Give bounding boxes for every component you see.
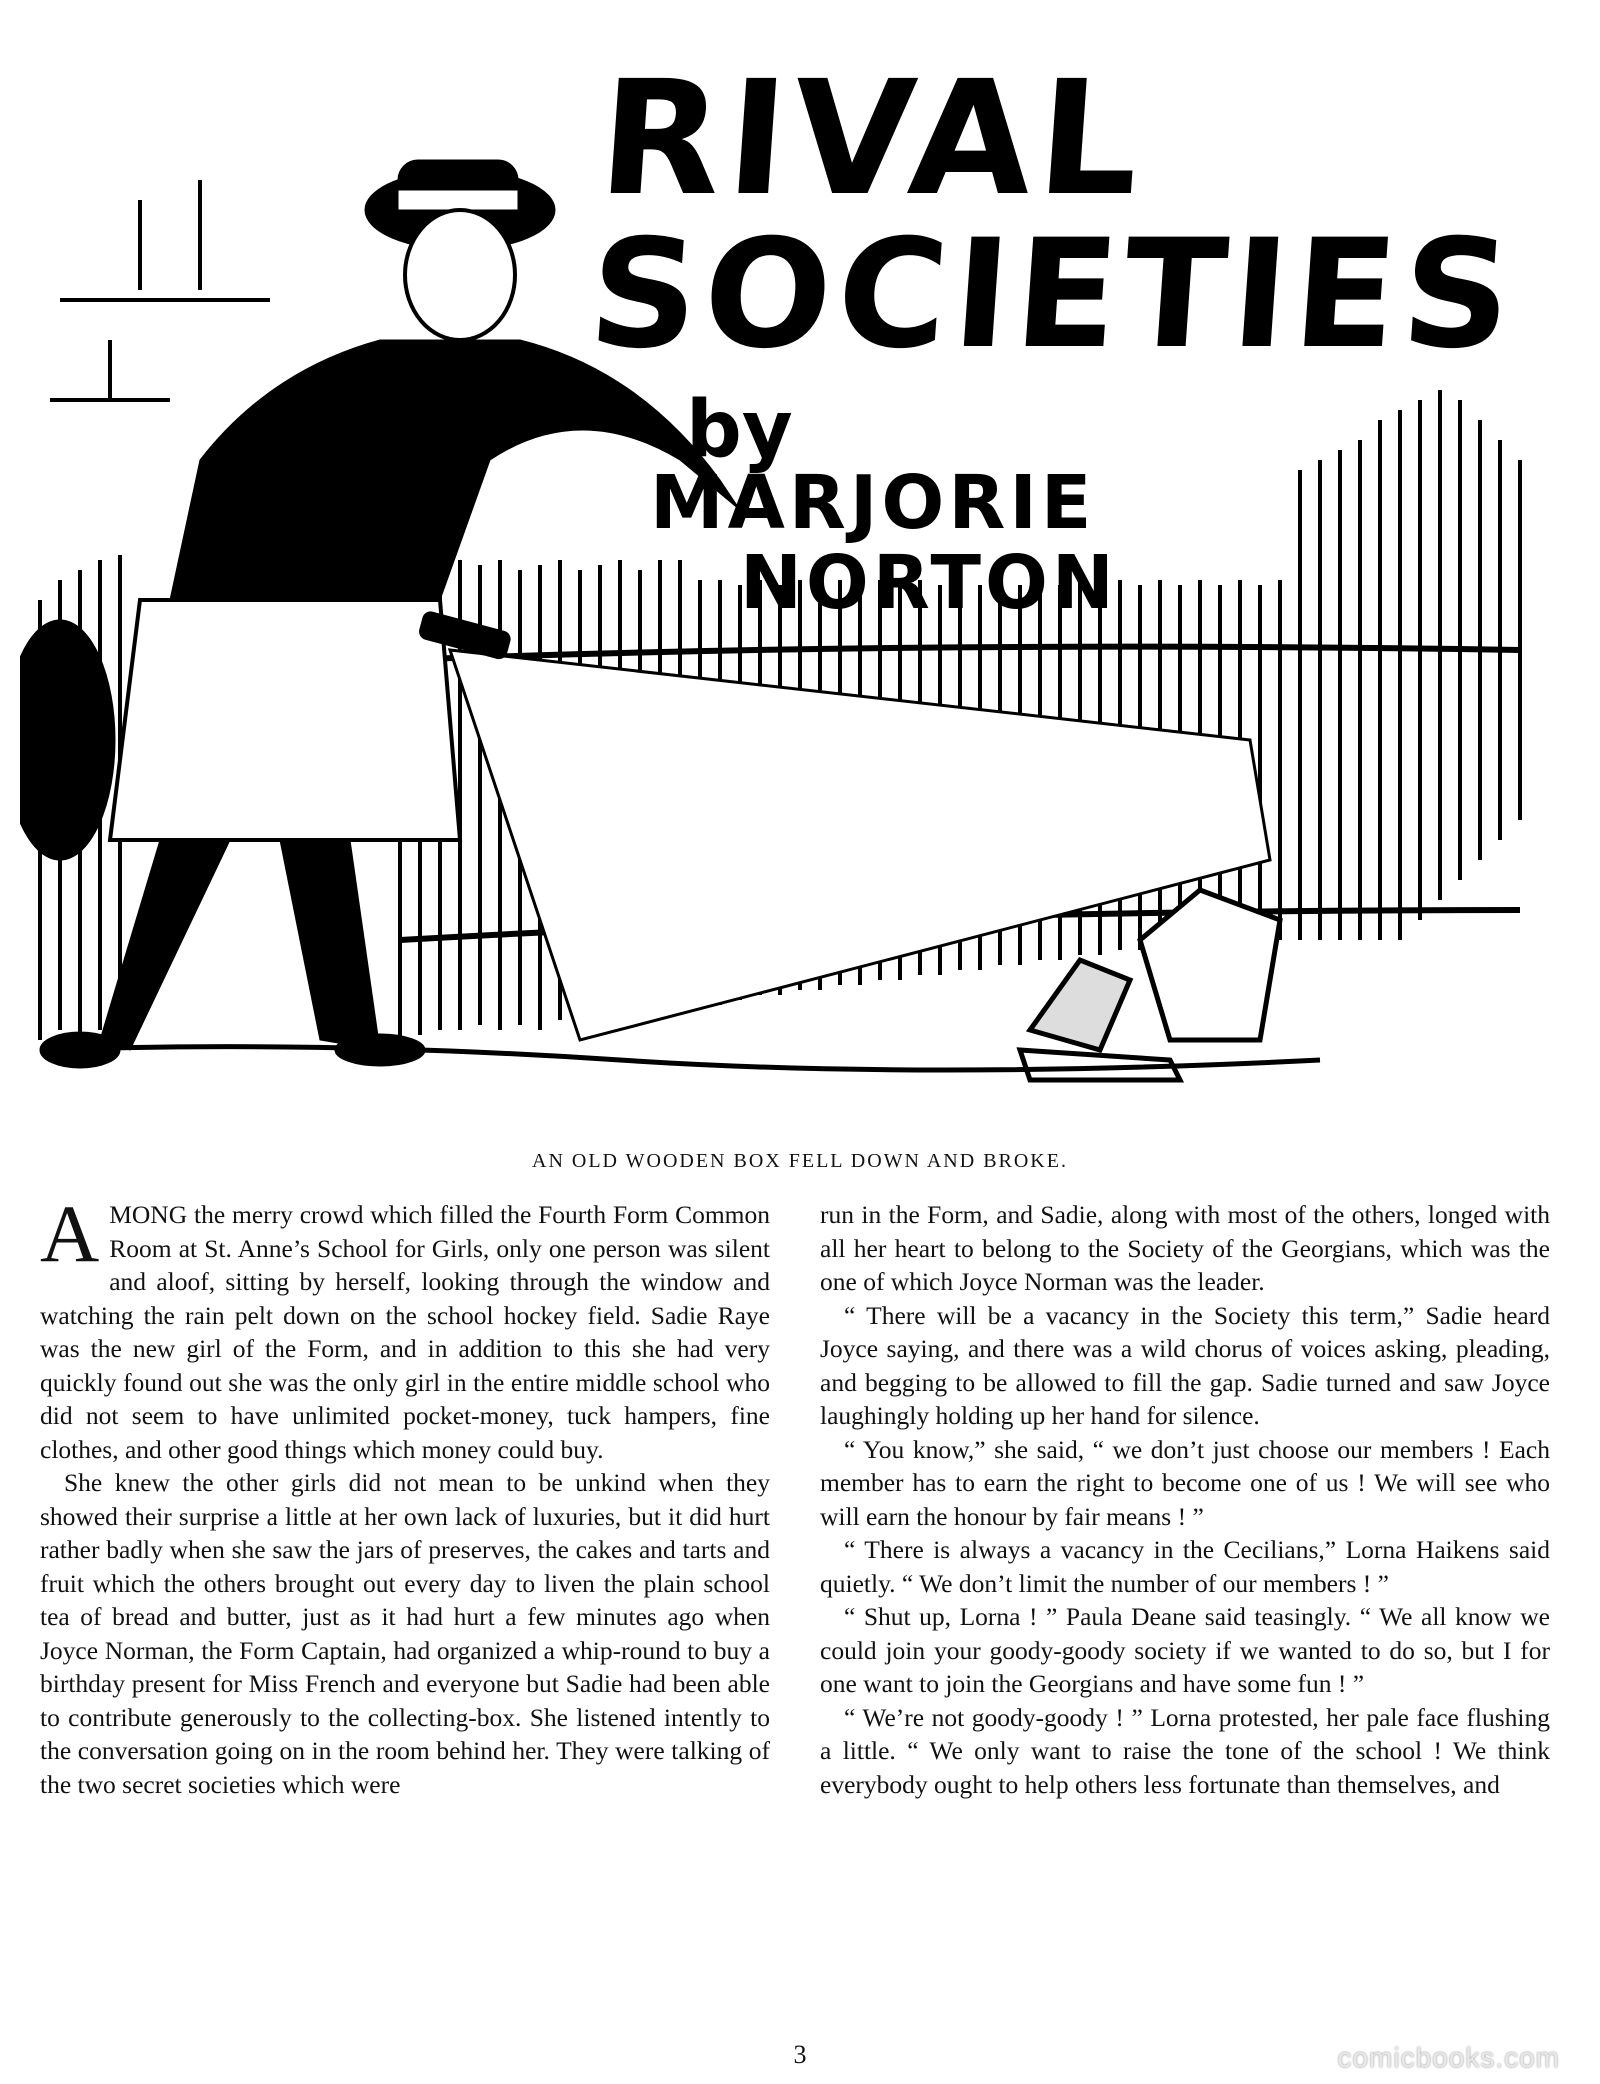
drop-cap: A — [40, 1188, 100, 1279]
author-first-name: MARJORIE — [650, 460, 1096, 546]
watermark: comicbooks.com — [1337, 2042, 1560, 2073]
right-column — [820, 1198, 1550, 1998]
paragraph: She knew the other girls did not mean to be unkind when they showed their surprise a little at her own lack of luxuries, but it did hurt rather badly when she saw the jars of preserves, the cakes and tarts and fruit which the others brought out every day to liven the plain school tea of bread and butter, just as it had hurt a few minutes ago when Joyce Norman, the Form Captain, had organized a whip-round to buy a birthday present for Miss French and everyone but Sadie had been able to contribute generously to the collecting-box. She listened intently to the conversation going on in the room behind her. They were talking of the two secret societies which were — [40, 1468, 770, 1799]
paragraph — [40, 1188, 770, 1466]
left-column — [40, 1188, 770, 1998]
author-last-name: NORTON — [740, 540, 1118, 626]
story-title-line-2: SOCIETIES — [583, 208, 1523, 382]
paragraph: “ There is always a vacancy in the Cecilians,” Lorna Haikens said quietly. “ We don’t limit the number of our members ! ” — [820, 1535, 1550, 1598]
paragraph: “ You know,” she said, “ we don’t just choose our members ! Each member has to earn the right to become one of us ! We will see who will earn the honour by fair means ! ” — [820, 1434, 1550, 1531]
illustration-caption: AN OLD WOODEN BOX FELL DOWN AND BROKE. — [532, 1150, 1068, 1172]
byline-by: by — [686, 385, 793, 475]
paragraph: “ Shut up, Lorna ! ” Paula Deane said teasingly. “ We all know we could join your goody-goody society if we wanted to do so, but I for one want to join the Georgians and have some fun ! ” — [820, 1602, 1550, 1698]
paragraph: run in the Form, and Sadie, along with most of the others, longed with all her heart to belong to the Society of the Georgians, which was the one of which Joyce Norman was the leader. — [820, 1200, 1550, 1296]
paragraph-text: MONG the merry crowd which filled the Fourth Form Common Room at St. Anne’s School for Girls, only one person was silent and aloof, sitting by herself, looking through the window and watching the rain pelt down on the school hockey field. Sadie Raye was the new girl of the Form, and in addition to this she had very quickly found out she was the only girl in the entire middle school who did not seem to have unlimited pocket-money, tuck hampers, fine clothes, and other good things which money could buy. — [40, 1200, 770, 1464]
paragraph: “ There will be a vacancy in the Society this term,” Sadie heard Joyce saying, and there was a wild chorus of voices asking, pleading, and begging to be allowed to fill the gap. Sadie turned and saw Joyce laughingly holding up her hand for silence. — [820, 1300, 1550, 1430]
story-title-line-1: RIVAL — [593, 47, 1152, 231]
paragraph: “ We’re not goody-goody ! ” Lorna protested, her pale face flushing a little. “ We only want to raise the tone of the school ! We think everybody ought to help others less fortunate than themselves, and — [820, 1702, 1550, 1799]
page-number: 3 — [793, 2040, 807, 2069]
story-columns — [40, 1188, 1550, 1998]
